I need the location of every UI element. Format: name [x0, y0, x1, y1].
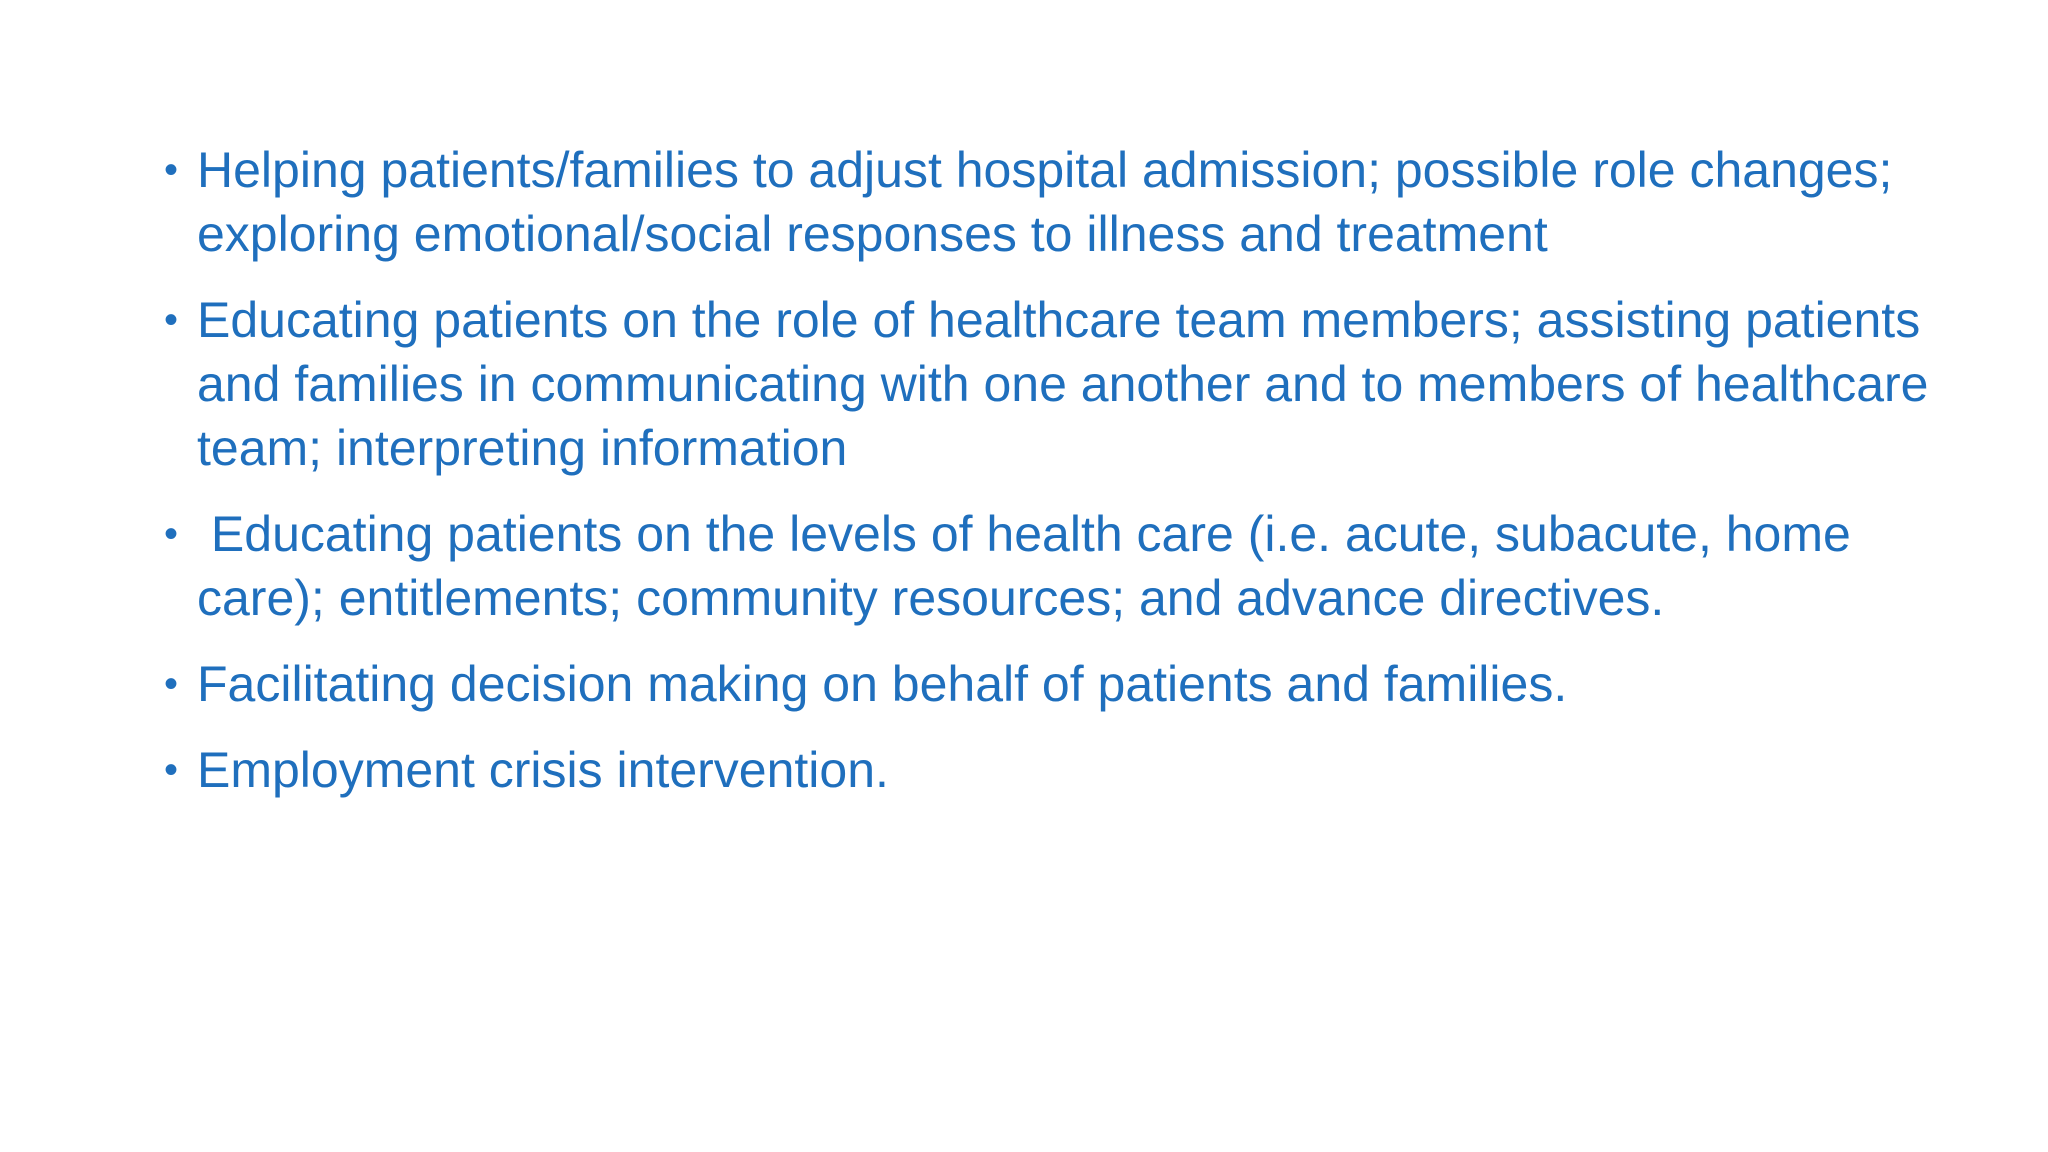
bullet-item-5 [152, 738, 1952, 802]
bullet-item-1 [152, 138, 1952, 266]
bullet-dot-icon: • [163, 298, 178, 342]
bullet-dot-icon: • [163, 748, 178, 792]
bullet-text: Facilitating decision making on behalf of patients and families. [197, 656, 1568, 712]
bullet-text: Employment crisis intervention. [197, 742, 889, 798]
bullet-dot-icon: • [163, 512, 178, 556]
bullet-text: Helping patients/families to adjust hospital admission; possible role changes; exploring emotional/social responses to illness and treatment [197, 142, 1893, 262]
bullet-dot-icon: • [163, 148, 178, 192]
bullet-dot-icon: • [163, 662, 178, 706]
bullet-text: Educating patients on the levels of health care (i.e. acute, subacute, home care); entitlements; community resources; and advance directives. [197, 506, 1865, 626]
bullet-list [152, 138, 1952, 824]
bullet-text: Educating patients on the role of healthcare team members; assisting patients and families in communicating with one another and to members of healthcare team; interpreting information [197, 292, 1929, 476]
bullet-item-2 [152, 288, 1952, 480]
bullet-item-3 [152, 502, 1952, 630]
bullet-item-4 [152, 652, 1952, 716]
